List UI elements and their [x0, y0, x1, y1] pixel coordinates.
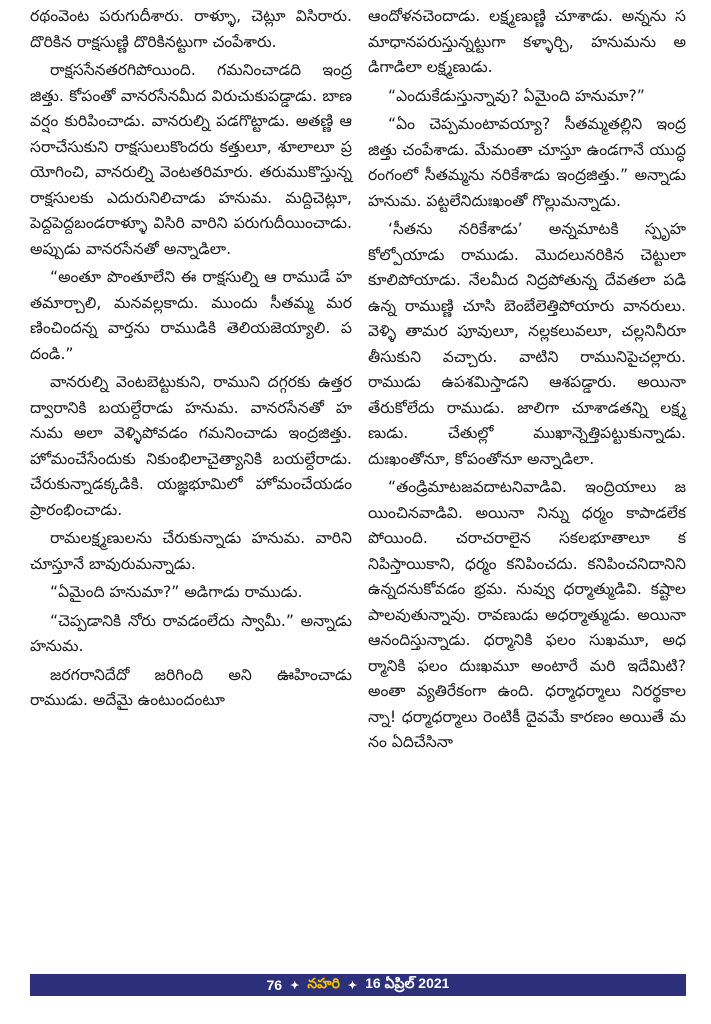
paragraph: “ఎందుకేడుస్తున్నావు? ఏమైంది హనుమా?”	[388, 86, 645, 105]
paragraph: రామలక్ష్మణులను చేరుకున్నాడు హనుమ. వారిని చూస్తూనే బావురుమన్నాడు.	[30, 529, 352, 573]
issue-date: 16 ఏప్రిల్ 2021	[365, 975, 450, 991]
paragraph: ‘సీతను నరికేశాడు’ అన్నమాటకి స్పృహ కోల్పోయాడు రాముడు. మొదలునరికిన చెట్టులా కూలిపోయాడు. నేలమీద నిద్రపోతున్న దేవతలా పడి ఉన్న రాముణ్ణి చూసి బెంబేలెత్తిపోయారు వానరులు. వెళ్ళి తామర పూవులూ, నల్లకలువలూ, చల్లనినీరూ తీసుకుని వచ్చారు. వాటిని రామునిపైచల్లారు. రాముడు ఉపశమిస్తాడని ఆశపడ్డారు. అయినా తేరుకోలేదు రాముడు. జాలిగా చూశాడతన్ని లక్ష్మణుడు. చేతుల్లో ముఖాన్నెత్తిపట్టుకున్నాడు. దుఃఖంతోనూ, కోపంతోనూ అన్నాడిలా.	[368, 220, 686, 468]
paragraph: “ఏమైంది హనుమా?” అడిగాడు రాముడు.	[50, 583, 303, 601]
paragraph: “అంతూ పొంతూలేని ఈ రాక్షసుల్ని ఆ రాముడే హతమార్చాలి, మనవల్లకాదు. ముందు సీతమ్మ మరణించిందన్న వార్తను రాముడికి తెలియజెయ్యాలి. పదండి.”	[30, 268, 352, 363]
paragraph: జరగరానిదేదో జరిగింది అని ఊహించాడు రాముడు. అదేమై ఉంటుందంటూ	[30, 665, 352, 709]
paragraph: వానరుల్ని వెంటబెట్టుకుని, రాముని దగ్గరకు ఉత్తరద్వారానికి బయల్దేరాడు హనుమ. వానరసేనతో హనుమ అలా వెళ్ళిపోవడం గమనించాడు ఇంద్రజిత్తు. హోమంచేసేందుకు నికుంభిలాచైత్యానికి బయల్దేరాడు. చేరుకున్నాడక్కడికి. యజ్ఞభూమిలో హోమంచేయడం ప్రారంభించాడు.	[30, 373, 352, 519]
paragraph: “ఏం చెప్పమంటావయ్యా? సీతమ్మతల్లిని ఇంద్రజిత్తు చంపేశాడు. మేమంతా చూస్తూ ఉండగానే యుద్ధరంగంలో సీతమ్మను నరికేశాడు ఇంద్రజిత్తు.” అన్నాడు హనుమ. పట్టలేనిదుఃఖంతో గొల్లుమన్నాడు.	[368, 115, 686, 210]
paragraph: “తండ్రిమాటజవదాటనివాడివి. ఇంద్రియాలు జయించినవాడివి. అయినా నిన్ను ధర్మం కాపాడలేకపోయింది. చరాచరాలైన సకలభూతాలూ కనిపిస్తాయికాని, ధర్మం కనిపించదు. కనిపించనిదానిని ఉన్నదనుకోవడం భ్రమ. నువ్వు ధర్మాత్ముడివి. కష్టాల పాలవుతున్నావు. రావణుడు అధర్మాత్ముడు. అయినా ఆనందిస్తున్నాడు. ధర్మానికి ఫలం సుఖమూ, అధర్మానికి ఫలం దుఃఖమూ అంటారే మరి ఇదేమిటి? అంతా వ్యతిరేకంగా ఉంది. ధర్మాధర్మాలు నిరర్థకాలన్నా! ధర్మాధర్మాలు రెంటికీ దైవమే కారణం అయితే మనం ఏదిచేసినా	[368, 478, 686, 751]
page-footer	[30, 974, 686, 996]
page-number: 76	[266, 977, 283, 993]
star-separator-icon: ✦	[347, 979, 358, 992]
paragraph: “చెప్పడానికి నోరు రావడంలేదు స్వామీ.” అన్నాడు హనుమ.	[30, 611, 352, 655]
paragraph: రాక్షససేనతరగిపోయింది. గమనించాడది ఇంద్రజిత్తు. కోపంతో వానరసేనమీద విరుచుకుపడ్డాడు. బాణవర్షం కురిపించాడు. వానరుల్ని పడగొట్టాడు. అతణ్ణి ఆసరాచేసుకుని రాక్షసులుకొందరు కత్తులూ, శూలాలూ ప్రయోగించి, వానరుల్ని వెంటతరిమారు. తరుముకొస్తున్న రాక్షసులకు ఎదురునిలిచాడు హనుమ. మద్దిచెట్లూ, పెద్దపెద్దబండరాళ్ళూ విసిరి వారిని పరుగుదీయించాడు. అప్పుడు వానరసేనతో అన్నాడిలా.	[30, 61, 352, 258]
left-column	[30, 4, 352, 717]
paragraph: ఆందోళనచెందాడు. లక్ష్మణుణ్ణి చూశాడు. అన్నను సమాధానపరుస్తున్నట్టుగా కళ్ళార్చి, హనుమను అడిగాడిలా లక్ష్మణుడు.	[368, 7, 686, 76]
star-separator-icon: ✦	[290, 979, 300, 992]
right-column	[368, 4, 686, 759]
magazine-name: నహరి	[307, 975, 340, 991]
paragraph: రథంవెంట పరుగుదీశారు. రాళ్ళూ, చెట్లూ విసిరారు. దొరికిన రాక్షసుణ్ణి దొరికినట్టుగా చంపేశారు.	[30, 7, 352, 51]
